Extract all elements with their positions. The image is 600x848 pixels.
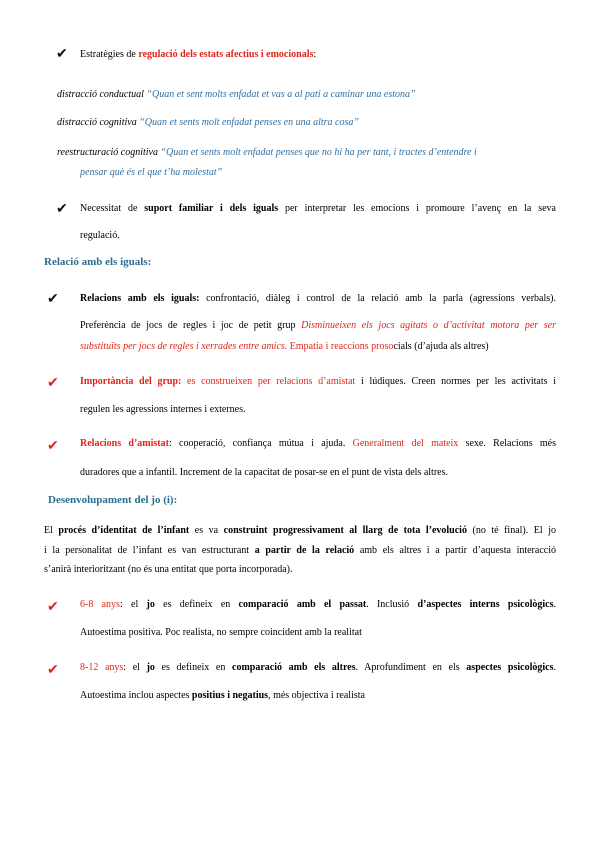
check-icon: ✔ [47,439,59,454]
bullet-6-8-anys-2: Autoestima positiva. Poc realista, no sempre coincident amb la realitat [80,627,362,638]
strategies-line: Estratègies de regulació dels estats afectius i emocionals: [80,49,317,60]
example-distraccio-cognitiva: distracció cognitiva “Quan et sents molt enfadat penses en una altra cosa” [57,117,359,128]
check-icon: ✔ [47,376,59,391]
strategies-prefix: Estratègies de [80,49,139,60]
support-line: Necessitat de suport familiar i dels iguals per interpretar les emocions i promoure l’avenç en la seva [80,203,556,214]
example-reestructuracio-cont: pensar què és el que t’ha molestat” [80,167,223,178]
bullet-importancia-grup: Importància del grup: es construeixen per relacions d’amistat i lúdiques. Creen normes per les activitats i [80,376,557,387]
heading-desenvolupament-jo: Desenvolupament del jo (i): [48,494,178,506]
bullet-8-12-anys-2: Autoestima inclou aspectes positius i negatius, més objectiva i realista [80,690,365,701]
bullet-relacions-iguals: Relacions amb els iguals: confrontació, diàleg i control de la relació amb la parla (agressions verbals). [80,293,556,304]
bullet-relacions-amistat-2: duradores que a infantil. Increment de la capacitat de posar-se en el punt de vista dels altres. [80,467,448,478]
bullet-relacions-iguals-3: substituïts per jocs de regles i xerrades entre amics. Empatia i reaccions prosocials (d’ajuda als altres) [80,341,489,352]
check-icon: ✔ [47,663,59,678]
check-icon: ✔ [56,202,68,217]
example-distraccio-conductual: distracció conductual “Quan et sent molts enfadat et vas a al pati a caminar una estona” [57,89,416,100]
paragraph-identitat-3: s’anirà interioritzant (no és una entitat que porta incorporada). [44,564,293,575]
bullet-8-12-anys: 8-12 anys: el jo es defineix en comparació amb els altres. Aprofundiment en els aspectes psicològics. [80,662,556,673]
check-icon: ✔ [47,292,59,307]
check-icon: ✔ [47,600,59,615]
paragraph-identitat-2: i la personalitat de l’infant es van estructurant a partir de la relació amb els altres i a partir d’aquesta interacció [44,545,556,556]
bullet-relacions-amistat: Relacions d’amistat: cooperació, confiança mútua i ajuda. Generalment del mateix sexe. Relacions més [80,438,556,449]
example-reestructuracio: reestructuració cognitiva “Quan et sents molt enfadat penses que no hi ha per tant, i tractes d’entendre i [57,147,477,158]
paragraph-identitat-1: El procés d’identitat de l’infant es va construint progressivament al llarg de tota l’evolució (no té final). El jo [44,525,556,536]
bullet-relacions-iguals-2: Preferència de jocs de regles i joc de petit grup Disminueixen els jocs agitats o d’activitat motora per ser [80,320,556,331]
check-icon: ✔ [56,47,68,62]
bullet-importancia-grup-2: regulen les agressions internes i externes. [80,404,246,415]
strategies-highlight: regulació dels estats afectius i emocionals [138,49,314,60]
bullet-6-8-anys: 6-8 anys: el jo es defineix en comparació amb el passat. Inclusió d’aspectes interns psicològics. [80,599,556,610]
support-line-2: regulació. [80,230,120,241]
heading-relacio-iguals: Relació amb els iguals: [44,256,152,268]
